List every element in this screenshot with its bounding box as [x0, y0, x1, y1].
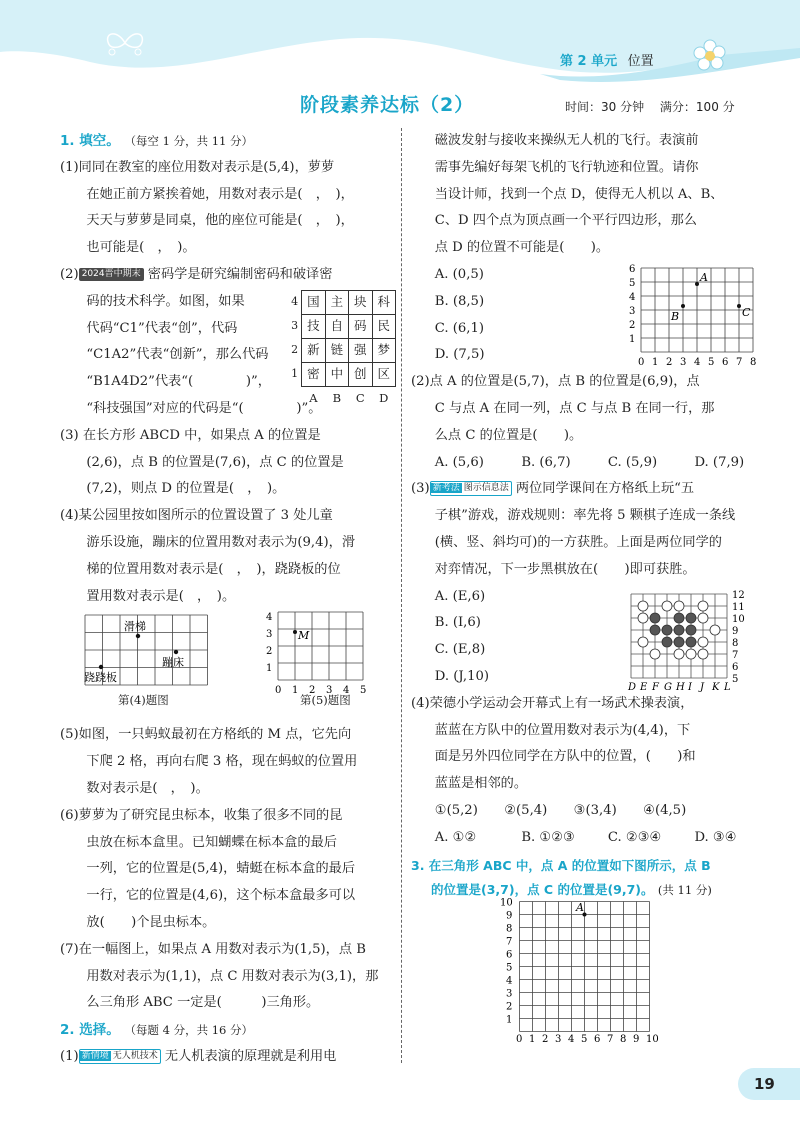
tag-part: 新情境	[81, 1050, 109, 1061]
text-line: 游乐设施，蹦床的位置用数对表示为(9,4)，滑	[86, 534, 356, 550]
text-line: ①(5,2) ②(5,4) ③(3,4) ④(4,5)	[434, 802, 687, 818]
text-line: (横、竖、斜均可)的一方获胜。上面是两位同学的	[434, 534, 722, 550]
black-stone	[686, 613, 696, 623]
point-a-label: A	[576, 901, 584, 914]
y-tick-label: 6	[506, 949, 513, 961]
text-line: (4)荣德小学运动会开幕式上有一场武术操表演，	[411, 695, 694, 711]
board-row-label: 10	[732, 614, 745, 626]
text-line: “科技强国”对应的代码是“( )”。	[86, 400, 322, 416]
slide-point	[136, 634, 140, 638]
method-tag	[430, 481, 512, 496]
option-d[interactable]: D. ③④	[694, 829, 737, 845]
board-row-label: 11	[732, 602, 745, 614]
grid-cell: 国	[302, 290, 325, 314]
x-tick-label: 1	[652, 357, 659, 368]
point-c-label: C	[742, 306, 751, 319]
board-row-label: 6	[732, 662, 739, 674]
question-1-1	[60, 155, 396, 262]
ant-grid	[258, 598, 378, 698]
x-tick-label: 4	[343, 685, 350, 697]
code-grid	[288, 290, 396, 409]
section-2-points: （每题 4 分，共 16 分）	[124, 1023, 254, 1038]
grid-col-label: A	[309, 390, 318, 405]
white-stone	[638, 601, 648, 611]
text-line: (3) 在长方形 ABCD 中，如果点 A 的位置是	[60, 427, 321, 443]
question-2-2	[411, 369, 781, 476]
y-tick-label: 9	[506, 910, 513, 922]
white-stone	[662, 601, 672, 611]
text-line: (2,6)，点 B 的位置是(7,6)，点 C 的位置是	[86, 454, 344, 470]
question-1-2	[60, 262, 396, 423]
text-line: 需事先编好每架飞机的飞行轨迹和位置。请你	[434, 159, 699, 175]
x-tick-label: 9	[633, 1034, 640, 1045]
white-stone	[638, 637, 648, 647]
question-1-7	[60, 937, 396, 1017]
text-line: 么三角形 ABC 一定是( )三角形。	[86, 995, 320, 1011]
question-1-3	[60, 423, 396, 503]
board-col-label: G	[664, 682, 672, 694]
white-stone	[674, 649, 684, 659]
section-3-line2-text: 的位置是(3,7)，点 C 的位置是(9,7)。	[431, 881, 654, 897]
section-3-heading	[411, 854, 781, 902]
time-limit: 时间：30 分钟	[565, 100, 645, 114]
grid-row-label: 4	[291, 295, 299, 309]
question-1-4	[60, 503, 396, 610]
text-line[interactable]: A. (E,6)	[434, 588, 486, 604]
x-tick-label: 10	[646, 1034, 659, 1045]
options-row	[411, 825, 781, 852]
grid-col-label: B	[332, 390, 342, 405]
slide-label: 滑梯	[124, 620, 146, 634]
option-d[interactable]: D. (7,9)	[694, 454, 745, 470]
section-3-line1: 3. 在三角形 ABC 中，点 A 的位置如下图所示，点 B	[411, 857, 711, 873]
grid-row-label: 2	[291, 343, 299, 357]
point-b-label: B	[671, 310, 680, 323]
y-tick-label: 5	[629, 278, 636, 289]
white-stone	[638, 613, 648, 623]
text-line[interactable]: A. (0,5)	[434, 266, 484, 282]
text-line: C 与点 A 在同一列，点 C 与点 B 在同一行，那	[434, 400, 715, 416]
text-line[interactable]: D. (7,5)	[434, 347, 485, 363]
question-2-1	[411, 128, 781, 369]
y-tick-label: 2	[629, 320, 636, 331]
x-tick-label: 0	[275, 685, 282, 697]
question-2-3	[411, 476, 781, 694]
y-tick-label: 3	[266, 629, 273, 641]
x-tick-label: 3	[555, 1034, 562, 1045]
black-stone	[650, 613, 660, 623]
page-number: 19	[738, 1068, 800, 1100]
text-line: 虫放在标本盒里。已知蝴蝶在标本盒的最后	[86, 834, 337, 850]
x-tick-label: 2	[309, 685, 316, 697]
black-stone	[674, 637, 684, 647]
text-line: 天天与萝萝是同桌，他的座位可能是( ， )，	[86, 213, 354, 229]
grid-cell: 中	[325, 362, 348, 386]
x-tick-label: 6	[722, 357, 729, 368]
grid-row-label: 3	[291, 319, 299, 333]
board-row-label: 9	[732, 626, 739, 638]
grid-cell: 技	[302, 314, 325, 338]
text-line	[60, 1044, 396, 1071]
grid-cell: 强	[349, 338, 372, 362]
text-line[interactable]: B. (I,6)	[434, 615, 481, 631]
fig5-caption: 第(5)题图	[300, 693, 351, 708]
board-row-label: 12	[732, 590, 745, 602]
grid-cell: 创	[349, 362, 372, 386]
grid-cell: 密	[302, 362, 325, 386]
drone-grid	[621, 264, 761, 368]
white-stone	[698, 649, 708, 659]
text-line: 一列，它的位置是(5,4)，蜻蜓在标本盒的最后	[86, 861, 356, 877]
board-col-label: E	[640, 682, 648, 694]
left-column	[60, 128, 396, 1071]
seesaw-label: 跷跷板	[84, 671, 117, 685]
board-row-label: 5	[732, 674, 739, 686]
grid-cell: 梦	[372, 338, 395, 362]
question-1-6	[60, 803, 396, 937]
x-tick-label: 7	[736, 357, 743, 368]
y-tick-label: 6	[629, 264, 636, 275]
text-line[interactable]: C. (E,8)	[434, 642, 486, 658]
point-a-label: A	[700, 271, 708, 284]
text-line: 对弈情况，下一步黑棋放在( )即可获胜。	[434, 561, 696, 577]
section-1-title: 1. 填空。	[60, 133, 120, 149]
tag-part: 无人机技术	[112, 1050, 158, 1061]
point-m	[293, 630, 297, 634]
y-tick-label: 3	[629, 306, 636, 317]
option-b[interactable]: B. (6,7)	[521, 454, 571, 470]
section-1-heading	[60, 128, 396, 155]
text-line[interactable]: D. (J,10)	[434, 668, 490, 684]
trampoline-label: 蹦床	[162, 656, 184, 670]
text-line: 下爬 2 格，再向右爬 3 格，现在蚂蚁的位置用	[86, 754, 358, 770]
x-tick-label: 4	[568, 1034, 575, 1045]
text-line: (7,2)，则点 D 的位置是( ， )。	[86, 481, 286, 497]
board-col-label: I	[688, 682, 692, 694]
text-line	[411, 476, 781, 503]
right-column	[411, 128, 781, 1045]
figures-4-5	[60, 610, 396, 722]
text-line: C、D 四个点为顶点画一个平行四边形，那么	[434, 213, 697, 229]
text-line: (5)如图，一只蚂蚁最初在方格纸的 M 点，它先向	[60, 727, 352, 743]
options-row	[411, 450, 781, 477]
q-number: (2)	[60, 266, 79, 282]
question-2-4	[411, 691, 781, 852]
text-line: 一行，它的位置是(4,6)，这个标本盒最多可以	[86, 888, 356, 904]
text-line: 梯的位置用数对表示是( ， )，跷跷板的位	[86, 561, 341, 577]
point-c	[737, 304, 741, 308]
tag-part: 图示信息法	[463, 483, 509, 494]
y-tick-label: 8	[506, 923, 513, 935]
x-tick-label: 5	[581, 1034, 588, 1045]
black-stone	[674, 613, 684, 623]
text-line: 置用数对表示是( ， )。	[86, 588, 236, 604]
board-col-label: F	[652, 682, 659, 694]
option-a[interactable]: A. (5,6)	[434, 454, 484, 470]
x-tick-label: 1	[529, 1034, 536, 1045]
text-line: 点 D 的位置不可能是( )。	[434, 240, 610, 256]
y-tick-label: 4	[266, 612, 273, 624]
white-stone	[698, 601, 708, 611]
section-2-title: 2. 选择。	[60, 1022, 120, 1039]
x-tick-label: 8	[620, 1034, 627, 1045]
question-1-5	[60, 722, 396, 802]
q-text: 密码学是研究编制密码和破译密	[147, 266, 333, 282]
text-line: 蓝蓝在方队中的位置用数对表示为(4,4)，下	[434, 722, 691, 738]
text-line: (1)同同在教室的座位用数对表示是(5,4)，萝萝	[60, 159, 335, 175]
white-stone	[686, 649, 696, 659]
board-col-label: L	[724, 682, 731, 694]
unit-topic: 位置	[627, 54, 654, 69]
tag-part: 新考法	[432, 483, 460, 494]
white-stone	[650, 649, 660, 659]
grid-cell: 自	[325, 314, 348, 338]
white-stone	[674, 601, 684, 611]
x-tick-label: 8	[750, 357, 757, 368]
x-tick-label: 1	[292, 685, 299, 697]
seesaw-point	[99, 665, 103, 669]
y-tick-label: 1	[506, 1014, 513, 1026]
grid-cell: 主	[325, 290, 348, 314]
y-tick-label: 4	[629, 292, 636, 303]
board-col-label: K	[712, 682, 720, 694]
grid-cell: 链	[325, 338, 348, 362]
source-tag: 2024晋中期末	[79, 268, 144, 281]
text-line: 磁波发射与接收来操纵无人机的飞行。表演前	[434, 133, 699, 148]
gomoku-board	[617, 586, 777, 694]
option-b[interactable]: B. ①②③	[521, 829, 575, 845]
x-tick-label: 2	[666, 357, 673, 368]
board-col-label: D	[628, 682, 637, 694]
trampoline-point	[174, 650, 178, 654]
x-tick-label: 3	[680, 357, 687, 368]
grid-cell: 块	[349, 290, 372, 314]
text-line: 在她正前方紧挨着她，用数对表示是( ， )，	[86, 186, 354, 202]
board-row-label: 8	[732, 638, 739, 650]
point-b	[681, 304, 685, 308]
text-line: (6)萝萝为了研究昆虫标本，收集了很多不同的昆	[60, 807, 343, 823]
section-3-points: (共 11 分)	[657, 882, 712, 897]
option-a[interactable]: A. ①②	[434, 829, 477, 845]
option-c[interactable]: C. ②③④	[607, 829, 662, 845]
q-text: 无人机表演的原理就是利用电	[164, 1048, 337, 1064]
q-number: (1)	[60, 1048, 79, 1064]
grid-cell: 码	[349, 314, 372, 338]
x-tick-label: 0	[638, 357, 645, 368]
column-divider	[401, 128, 402, 1063]
butterfly-icon	[100, 28, 150, 58]
grid-cell: 新	[302, 338, 325, 362]
text-line: 也可能是( ， )。	[86, 240, 196, 256]
grid-col-label: C	[355, 390, 365, 405]
x-tick-label: 2	[542, 1034, 549, 1045]
white-stone	[698, 613, 708, 623]
board-col-label: H	[676, 682, 685, 694]
y-tick-label: 10	[500, 897, 513, 909]
black-stone	[662, 637, 672, 647]
text-line: (2)点 A 的位置是(5,7)，点 B 的位置是(6,9)，点	[411, 374, 700, 390]
text-line: 面是另外四位同学在方队中的位置，( )和	[434, 749, 696, 765]
text-line: 代码“C1”代表“创”，代码	[86, 320, 238, 336]
text-line: 当设计师，找到一个点 D，使得无人机以 A、B、	[434, 186, 724, 202]
y-tick-label: 2	[506, 1001, 513, 1013]
unit-tag	[560, 50, 654, 69]
white-stone	[710, 625, 720, 635]
black-stone	[674, 625, 684, 635]
board-col-label: J	[700, 682, 705, 694]
black-stone	[650, 625, 660, 635]
playground-map	[84, 614, 216, 686]
y-tick-label: 1	[266, 663, 273, 675]
y-tick-label: 3	[506, 988, 513, 1000]
x-tick-label: 6	[594, 1034, 601, 1045]
x-tick-label: 0	[516, 1034, 523, 1045]
text-line[interactable]: C. (6,1)	[434, 320, 485, 336]
board-row-label: 7	[732, 650, 739, 662]
white-stone	[698, 637, 708, 647]
time-info	[565, 98, 747, 115]
grid-corner	[288, 386, 302, 409]
full-score: 满分：100 分	[659, 100, 735, 114]
triangle-grid	[496, 896, 666, 1046]
x-tick-label: 4	[694, 357, 701, 368]
text-line: 放( )个昆虫标本。	[86, 914, 216, 930]
grid-col-label: D	[379, 390, 389, 405]
text-line: 码的技术科学。如图，如果	[86, 293, 245, 309]
y-tick-label: 2	[266, 646, 273, 658]
q-number: (3)	[411, 481, 430, 497]
text-line: “B1A4D2”代表“( )”，	[86, 374, 271, 390]
context-tag	[79, 1049, 161, 1064]
flower-icon	[690, 36, 730, 76]
text-line: 子棋”游戏，游戏规则：率先将 5 颗棋子连成一条线	[434, 508, 736, 524]
section-2-heading	[60, 1017, 396, 1044]
point-a	[695, 282, 699, 286]
section-1-points: （每空 1 分，共 11 分）	[124, 134, 254, 148]
x-tick-label: 7	[607, 1034, 614, 1045]
grid-cell: 科	[372, 290, 395, 314]
black-stone	[686, 625, 696, 635]
text-line: (7)在一幅图上，如果点 A 用数对表示为(1,5)，点 B	[60, 941, 366, 957]
y-tick-label: 7	[506, 936, 513, 948]
y-tick-label: 4	[506, 975, 513, 987]
grid-cell: 民	[372, 314, 395, 338]
x-tick-label: 5	[360, 685, 367, 697]
grid-row-label: 1	[291, 367, 299, 381]
x-tick-label: 5	[708, 357, 715, 368]
page-title: 阶段素养达标（2）	[300, 94, 475, 116]
text-line: 用数对表示为(1,1)，点 C 用数对表示为(3,1)，那	[86, 968, 379, 984]
text-line: 么点 C 的位置是( )。	[434, 427, 583, 443]
black-stone	[662, 625, 672, 635]
q-text: 两位同学课间在方格纸上玩“五	[515, 481, 695, 497]
text-line: 蓝蓝是相邻的。	[434, 776, 528, 792]
text-line[interactable]: B. (8,5)	[434, 293, 485, 309]
y-tick-label: 1	[629, 334, 636, 345]
text-line: 数对表示是( ， )。	[86, 780, 209, 796]
black-stone	[686, 637, 696, 647]
text-line	[60, 262, 396, 289]
y-tick-label: 5	[506, 962, 513, 974]
unit-label: 第 2 单元	[560, 54, 618, 69]
text-line: (4)某公园里按如图所示的位置设置了 3 处儿童	[60, 508, 333, 524]
option-c[interactable]: C. (5,9)	[607, 454, 658, 470]
grid-cell: 区	[372, 362, 395, 386]
fig4-caption: 第(4)题图	[118, 693, 169, 708]
text-line: “C1A2”代表“创新”，那么代码	[86, 347, 269, 363]
point-m-label: M	[298, 629, 310, 643]
x-tick-label: 3	[326, 685, 333, 697]
